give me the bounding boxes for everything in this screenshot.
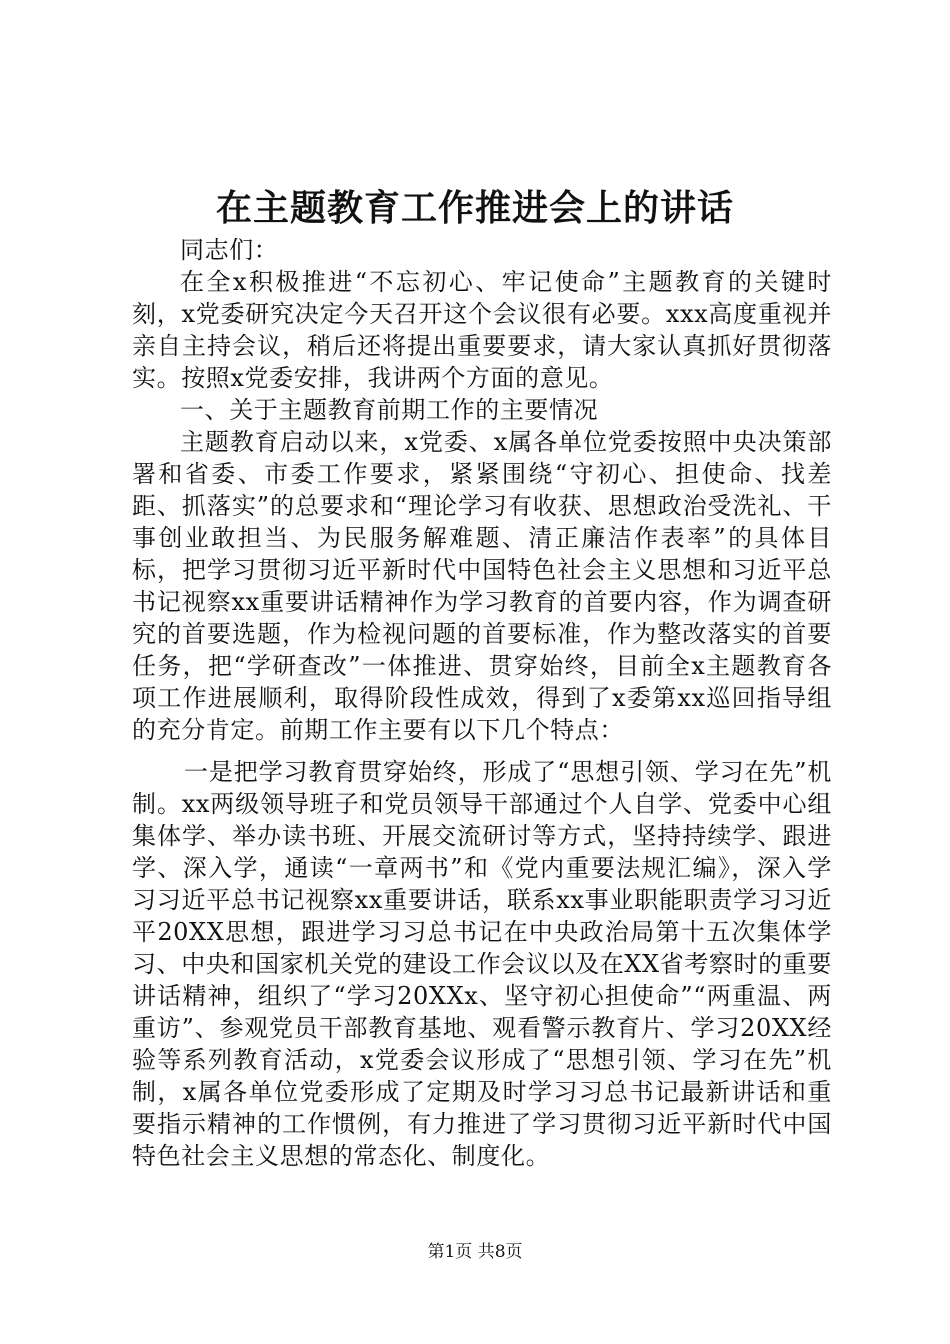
paragraph-intro: 在全x积极推进“不忘初心、牢记使命”主题教育的关键时刻，x党委研究决定今天召开这个会议很有必要。xxx高度重视并亲自主持会议，稍后还将提出重要要求，请大家认真抓好贯彻落实。按照x党委安排，我讲两个方面的意见。 bbox=[132, 268, 832, 392]
paragraph-point-one: 一是把学习教育贯穿始终，形成了“思想引领、学习在先”机制。xx两级领导班子和党员领导干部通过个人自学、党委中心组集体学、举办读书班、开展交流研讨等方式，坚持持续学、跟进学、深入学，通读“一章两书”和《党内重要法规汇编》，深入学习习近平总书记视察xx重要讲话，联系xx事业职能职责学习习近平20XX思想，跟进学习习总书记在中央政治局第十五次集体学习、中央和国家机关党的建设工作会议以及在XX省考察时的重要讲话精神，组织了“学习20XXx、坚守初心担使命”“两重温、两重访”、参观党员干部教育基地、观看警示教育片、学习20XX经验等系列教育活动，x党委会议形成了“思想引领、学习在先”机制，x属各单位党委形成了定期及时学习习总书记最新讲话和重要指示精神的工作惯例，有力推进了学习贯彻习近平新时代中国特色社会主义思想的常态化、制度化。 bbox=[132, 758, 832, 1170]
paragraph-overview: 主题教育启动以来，x党委、x属各单位党委按照中央决策部署和省委、市委工作要求，紧紧围绕“守初心、担使命、找差距、抓落实”的总要求和“理论学习有收获、思想政治受洗礼、干事创业敢担当、为民服务解难题、清正廉洁作表率”的具体目标，把学习贯彻习近平新时代中国特色社会主义思想和习近平总书记视察xx重要讲话精神作为学习教育的首要内容，作为调查研究的首要选题，作为检视问题的首要标准，作为整改落实的首要任务，把“学研查改”一体推进、贯穿始终，目前全x主题教育各项工作进展顺利，取得阶段性成效，得到了x委第xx巡回指导组的充分肯定。前期工作主要有以下几个特点： bbox=[132, 428, 832, 744]
page-footer: 第1页 共8页 bbox=[427, 1242, 523, 1262]
document-title: 在主题教育工作推进会上的讲话 bbox=[215, 187, 734, 229]
greeting: 同志们： bbox=[180, 236, 279, 264]
section-heading: 一、关于主题教育前期工作的主要情况 bbox=[180, 396, 599, 424]
